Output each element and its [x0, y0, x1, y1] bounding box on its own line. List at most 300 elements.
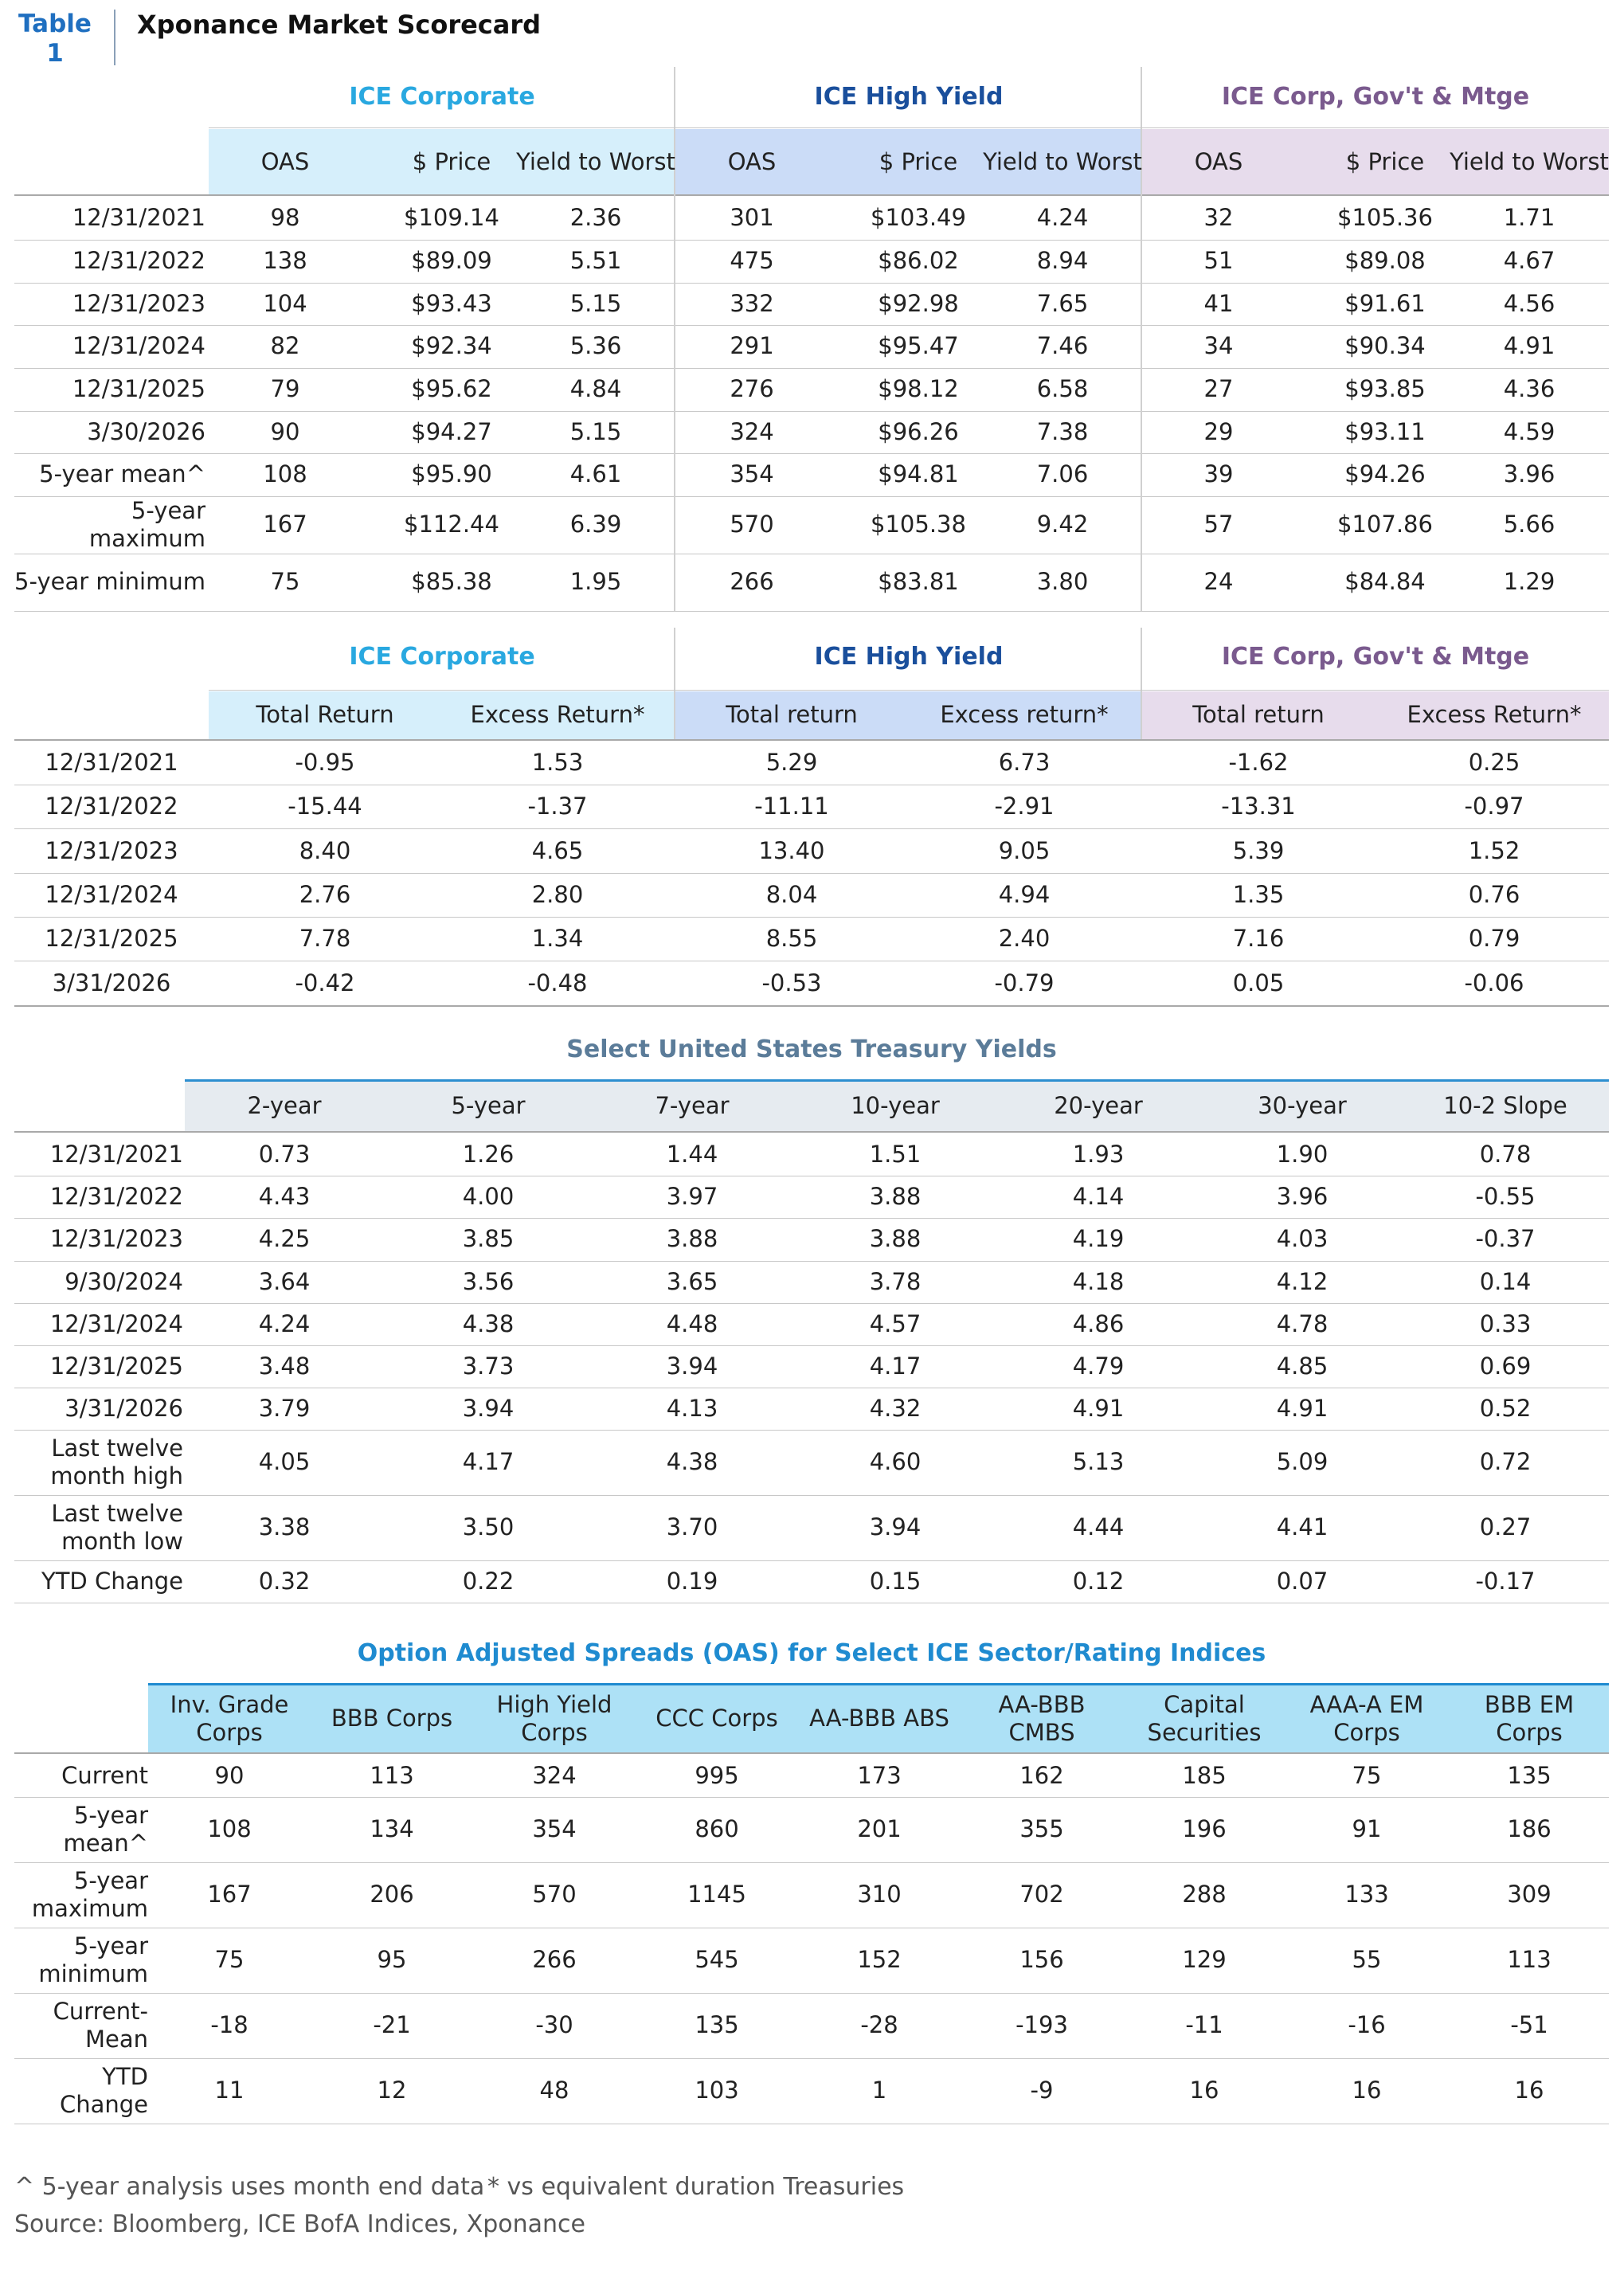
- table-cell: -9: [1030, 2077, 1054, 2104]
- table-cell: 16: [1352, 2077, 1382, 2104]
- table-cell: 6.58: [1036, 375, 1089, 403]
- row-label: 12/31/2024: [49, 1309, 183, 1337]
- table-cell: 570: [532, 1881, 577, 1908]
- row-label: 5-year maximum: [31, 1866, 148, 1922]
- table-cell: $94.27: [411, 417, 492, 445]
- table-cell: 0.27: [1479, 1513, 1532, 1541]
- table-cell: 4.24: [1036, 204, 1089, 232]
- table-cell: 355: [1019, 1815, 1064, 1843]
- row-label: Last twelve month high: [50, 1434, 183, 1490]
- table-cell: 4.36: [1503, 375, 1556, 403]
- table-cell: 4.48: [666, 1309, 718, 1337]
- table-cell: 3.94: [666, 1352, 718, 1380]
- table-cell: 51: [1203, 247, 1234, 275]
- table-cell: 266: [532, 1946, 577, 1974]
- group-divider: [1141, 194, 1142, 611]
- table-cell: 75: [1352, 1761, 1382, 1789]
- table-cell: 57: [1203, 511, 1234, 538]
- column-header: Total return: [1192, 701, 1325, 729]
- table-cell: 8.94: [1036, 247, 1089, 275]
- table-cell: 206: [370, 1881, 414, 1908]
- table-cell: 7.65: [1036, 289, 1089, 317]
- table-cell: 324: [730, 417, 774, 445]
- table-cell: -1.62: [1228, 748, 1289, 776]
- table-cell: $105.38: [871, 511, 966, 538]
- table-cell: -51: [1510, 2011, 1548, 2039]
- table-cell: -16: [1348, 2011, 1386, 2039]
- table-cell: 4.25: [258, 1225, 311, 1253]
- table-cell: 5.15: [569, 289, 622, 317]
- table-cell: 4.57: [869, 1309, 922, 1337]
- table-cell: 545: [695, 1946, 739, 1974]
- group-header: ICE Corp, Gov't & Mtge: [1221, 83, 1530, 111]
- table-cell: 354: [730, 460, 774, 488]
- table-cell: 3.79: [258, 1394, 311, 1422]
- column-header: Yield to Worst: [516, 148, 675, 176]
- table-cell: 4.13: [666, 1394, 718, 1422]
- oas-title: Option Adjusted Spreads (OAS) for Select ICE Sector/Rating Indices: [357, 1639, 1266, 1667]
- table-cell: 1.52: [1468, 836, 1520, 864]
- table-cell: -13.31: [1221, 792, 1296, 820]
- row-label: 12/31/2025: [45, 924, 178, 952]
- table-cell: -0.79: [994, 969, 1055, 996]
- table-cell: $93.11: [1344, 417, 1426, 445]
- table-cell: 16: [1189, 2077, 1219, 2104]
- table-cell: $94.81: [878, 460, 959, 488]
- table-cell: 3.88: [869, 1182, 922, 1210]
- table-cell: 3.56: [462, 1267, 515, 1295]
- table-cell: 4.32: [869, 1394, 922, 1422]
- table-cell: $103.49: [871, 204, 966, 232]
- table-cell: 4.41: [1276, 1513, 1329, 1541]
- table-cell: -0.42: [295, 969, 355, 996]
- table-cell: 266: [730, 568, 774, 596]
- table-cell: $91.61: [1344, 289, 1426, 317]
- table-cell: 4.91: [1072, 1394, 1125, 1422]
- column-header: Excess Return*: [470, 701, 645, 729]
- table-cell: 1: [871, 2077, 887, 2104]
- table-cell: 276: [730, 375, 774, 403]
- table-cell: $95.47: [878, 332, 959, 360]
- treasury-title: Select United States Treasury Yields: [566, 1035, 1057, 1063]
- table-cell: 39: [1203, 460, 1234, 488]
- group-header: ICE Corp, Gov't & Mtge: [1221, 643, 1530, 671]
- table-cell: 5.15: [569, 417, 622, 445]
- table-cell: 3.50: [462, 1513, 515, 1541]
- table-cell: 167: [207, 1881, 252, 1908]
- row-label: 12/31/2021: [72, 204, 205, 232]
- table-cell: 4.38: [462, 1309, 515, 1337]
- table-cell: 3.88: [869, 1225, 922, 1253]
- table-cell: 135: [1507, 1761, 1552, 1789]
- row-label: 12/31/2022: [45, 792, 178, 820]
- table-cell: 95: [377, 1946, 407, 1974]
- table-cell: 5.29: [765, 748, 818, 776]
- table-cell: 291: [730, 332, 774, 360]
- table-cell: 3.48: [258, 1352, 311, 1380]
- table-rule: [14, 1752, 1609, 1754]
- table-cell: 5.13: [1072, 1448, 1125, 1476]
- row-label: 12/31/2024: [45, 880, 178, 908]
- table-number-label: Table 1: [18, 10, 92, 68]
- table-cell: 1.34: [531, 924, 584, 952]
- table-cell: 27: [1203, 375, 1234, 403]
- table-cell: 4.17: [462, 1448, 515, 1476]
- table-cell: -0.17: [1475, 1567, 1536, 1595]
- table-cell: 129: [1182, 1946, 1227, 1974]
- table-cell: 4.61: [569, 460, 622, 488]
- table-cell: 4.94: [998, 880, 1051, 908]
- table-cell: 4.56: [1503, 289, 1556, 317]
- table-cell: 6.39: [569, 511, 622, 538]
- table-cell: -11: [1185, 2011, 1223, 2039]
- table-cell: 7.38: [1036, 417, 1089, 445]
- row-label: 12/31/2025: [72, 375, 205, 403]
- table-cell: 7.16: [1232, 924, 1285, 952]
- column-header: OAS: [1194, 148, 1243, 176]
- column-header: AA-BBB CMBS: [998, 1690, 1086, 1746]
- source-note: Source: Bloomberg, ICE BofA Indices, Xponance: [14, 2210, 585, 2238]
- table-cell: 196: [1182, 1815, 1227, 1843]
- table-cell: 0.33: [1479, 1309, 1532, 1337]
- table-cell: 75: [214, 1946, 245, 1974]
- table-cell: 3.85: [462, 1225, 515, 1253]
- row-label: 12/31/2024: [72, 332, 205, 360]
- table-cell: -2.91: [994, 792, 1055, 820]
- table-cell: -0.53: [761, 969, 822, 996]
- table-cell: 11: [214, 2077, 245, 2104]
- table-cell: 301: [730, 204, 774, 232]
- row-label: 3/30/2026: [87, 417, 205, 445]
- table-cell: 156: [1019, 1946, 1064, 1974]
- column-header: AA-BBB ABS: [809, 1705, 949, 1732]
- table-cell: 0.12: [1072, 1567, 1125, 1595]
- table-rule: [14, 194, 1609, 196]
- page-title: Xponance Market Scorecard: [137, 10, 542, 40]
- table-cell: 108: [207, 1815, 252, 1843]
- table-cell: -1.37: [527, 792, 588, 820]
- table-cell: 162: [1019, 1761, 1064, 1789]
- header-rule: [209, 127, 1609, 128]
- table-cell: 1.26: [462, 1140, 515, 1168]
- table-cell: 7.46: [1036, 332, 1089, 360]
- table-cell: 173: [857, 1761, 902, 1789]
- table-cell: $107.86: [1337, 511, 1433, 538]
- group-divider: [674, 628, 675, 739]
- table-cell: $89.08: [1344, 247, 1426, 275]
- group-divider: [674, 194, 675, 611]
- table-cell: 4.14: [1072, 1182, 1125, 1210]
- table-cell: 0.78: [1479, 1140, 1532, 1168]
- table-cell: 1.95: [569, 568, 622, 596]
- table-cell: 0.69: [1479, 1352, 1532, 1380]
- table-cell: -0.95: [295, 748, 355, 776]
- table-cell: 48: [539, 2077, 569, 2104]
- table-cell: 5.66: [1503, 511, 1556, 538]
- table-cell: 0.32: [258, 1567, 311, 1595]
- table-cell: 0.25: [1468, 748, 1520, 776]
- table-cell: 113: [1507, 1946, 1552, 1974]
- table-cell: 0.15: [869, 1567, 922, 1595]
- row-label: Current-Mean: [53, 1997, 148, 2053]
- table-cell: -0.48: [527, 969, 588, 996]
- table-cell: 9.42: [1036, 511, 1089, 538]
- row-label: 12/31/2022: [49, 1182, 183, 1210]
- footnote-month-end: ^ 5-year analysis uses month end data: [14, 2173, 485, 2201]
- table-cell: 4.60: [869, 1448, 922, 1476]
- table-cell: 138: [263, 247, 307, 275]
- table-cell: 0.52: [1479, 1394, 1532, 1422]
- table-cell: 702: [1019, 1881, 1064, 1908]
- table-cell: 0.79: [1468, 924, 1520, 952]
- table-cell: 3.38: [258, 1513, 311, 1541]
- row-label: 12/31/2023: [72, 289, 205, 317]
- column-header: $ Price: [412, 148, 491, 176]
- table-cell: 1.44: [666, 1140, 718, 1168]
- table-cell: 75: [270, 568, 300, 596]
- table-cell: $93.85: [1344, 375, 1426, 403]
- table-cell: 90: [214, 1761, 245, 1789]
- table-cell: 98: [270, 204, 300, 232]
- table-cell: $105.36: [1337, 204, 1433, 232]
- column-header: Inv. Grade Corps: [170, 1690, 289, 1746]
- table-cell: $92.98: [878, 289, 959, 317]
- table-cell: 0.07: [1276, 1567, 1329, 1595]
- column-header: 5-year: [451, 1092, 526, 1120]
- table-cell: 3.78: [869, 1267, 922, 1295]
- table-cell: $92.34: [411, 332, 492, 360]
- table-cell: 3.64: [258, 1267, 311, 1295]
- table-cell: -21: [373, 2011, 411, 2039]
- table-cell: $86.02: [878, 247, 959, 275]
- table-cell: 4.03: [1276, 1225, 1329, 1253]
- column-header: OAS: [727, 148, 777, 176]
- row-label: YTD Change: [59, 2062, 148, 2118]
- table-cell: 3.65: [666, 1267, 718, 1295]
- column-header: High Yield Corps: [496, 1690, 612, 1746]
- table-cell: 4.78: [1276, 1309, 1329, 1337]
- table-cell: 185: [1182, 1761, 1227, 1789]
- table-cell: $95.62: [411, 375, 492, 403]
- table-cell: 3.94: [462, 1394, 515, 1422]
- table-cell: 7.78: [299, 924, 351, 952]
- table-cell: 4.12: [1276, 1267, 1329, 1295]
- column-header: 10-year: [851, 1092, 940, 1120]
- table-cell: 570: [730, 511, 774, 538]
- table-cell: -0.97: [1464, 792, 1524, 820]
- table-cell: 108: [263, 460, 307, 488]
- row-label: 5-year maximum: [88, 496, 205, 552]
- table-cell: $95.90: [411, 460, 492, 488]
- group-divider: [1141, 628, 1142, 739]
- row-label: Last twelve month low: [51, 1499, 183, 1555]
- table-cell: -15.44: [288, 792, 362, 820]
- table-cell: 3.80: [1036, 568, 1089, 596]
- table-cell: 0.73: [258, 1140, 311, 1168]
- table-cell: 0.72: [1479, 1448, 1532, 1476]
- table-cell: 4.05: [258, 1448, 311, 1476]
- table-cell: -0.55: [1475, 1182, 1536, 1210]
- table-cell: 4.67: [1503, 247, 1556, 275]
- column-header: Yield to Worst: [1450, 148, 1609, 176]
- table-cell: 1145: [687, 1881, 746, 1908]
- table-cell: 0.19: [666, 1567, 718, 1595]
- column-header: BBB EM Corps: [1484, 1690, 1575, 1746]
- table-cell: 82: [270, 332, 300, 360]
- table-cell: 79: [270, 375, 300, 403]
- table-cell: 6.73: [998, 748, 1051, 776]
- table-cell: 2.36: [569, 204, 622, 232]
- table-cell: 133: [1344, 1881, 1389, 1908]
- group-header: ICE Corporate: [349, 83, 535, 111]
- footnote-duration: * vs equivalent duration Treasuries: [487, 2173, 905, 2201]
- table-cell: 5.39: [1232, 836, 1285, 864]
- row-label: 5-year minimum: [14, 568, 205, 596]
- table-cell: 4.85: [1276, 1352, 1329, 1380]
- row-label: 12/31/2025: [49, 1352, 183, 1380]
- table-cell: 2.80: [531, 880, 584, 908]
- table-cell: 55: [1352, 1946, 1382, 1974]
- table-cell: 91: [1352, 1815, 1382, 1843]
- table-cell: 3.97: [666, 1182, 718, 1210]
- table-cell: 3.88: [666, 1225, 718, 1253]
- column-header: Total return: [726, 701, 858, 729]
- table-cell: 7.06: [1036, 460, 1089, 488]
- table-cell: 1.93: [1072, 1140, 1125, 1168]
- table-cell: 4.19: [1072, 1225, 1125, 1253]
- table-cell: 332: [730, 289, 774, 317]
- table-cell: 104: [263, 289, 307, 317]
- table-cell: $98.12: [878, 375, 959, 403]
- table-cell: 0.22: [462, 1567, 515, 1595]
- table-cell: 0.76: [1468, 880, 1520, 908]
- row-label: 12/31/2021: [49, 1140, 183, 1168]
- table-cell: 1.53: [531, 748, 584, 776]
- table-cell: 3.94: [869, 1513, 922, 1541]
- table-cell: 1.35: [1232, 880, 1285, 908]
- table-cell: -193: [1015, 2011, 1068, 2039]
- table-cell: 1.51: [869, 1140, 922, 1168]
- column-header: CCC Corps: [655, 1705, 778, 1732]
- table-cell: 5.09: [1276, 1448, 1329, 1476]
- table-cell: 90: [270, 417, 300, 445]
- row-label: 5-year minimum: [38, 1932, 148, 1987]
- column-header: BBB Corps: [331, 1705, 453, 1732]
- table-cell: -18: [210, 2011, 248, 2039]
- table-cell: 4.24: [258, 1309, 311, 1337]
- table-cell: 310: [857, 1881, 902, 1908]
- table-cell: $85.38: [411, 568, 492, 596]
- group-header: ICE High Yield: [814, 83, 1004, 111]
- table-cell: 41: [1203, 289, 1234, 317]
- table-cell: 8.55: [765, 924, 818, 952]
- table-cell: 34: [1203, 332, 1234, 360]
- table-cell: 8.40: [299, 836, 351, 864]
- table-cell: 995: [695, 1761, 739, 1789]
- table-cell: 103: [695, 2077, 739, 2104]
- table-cell: 186: [1507, 1815, 1552, 1843]
- header-divider: [114, 10, 115, 65]
- table-cell: -11.11: [754, 792, 829, 820]
- row-label: 9/30/2024: [65, 1267, 183, 1295]
- table-cell: 135: [695, 2011, 739, 2039]
- table-cell: 5.36: [569, 332, 622, 360]
- table-cell: 4.00: [462, 1182, 515, 1210]
- table-cell: 201: [857, 1815, 902, 1843]
- column-header: Excess Return*: [1407, 701, 1582, 729]
- table-cell: 13.40: [758, 836, 825, 864]
- table-cell: 3.70: [666, 1513, 718, 1541]
- table-cell: 4.18: [1072, 1267, 1125, 1295]
- table-cell: 8.04: [765, 880, 818, 908]
- table-cell: -0.06: [1464, 969, 1524, 996]
- column-header: OAS: [260, 148, 310, 176]
- column-header: Total Return: [256, 701, 394, 729]
- row-label: 12/31/2022: [72, 247, 205, 275]
- table-cell: 309: [1507, 1881, 1552, 1908]
- table-cell: 3.73: [462, 1352, 515, 1380]
- table-cell: 113: [370, 1761, 414, 1789]
- table-cell: 9.05: [998, 836, 1051, 864]
- group-header: ICE Corporate: [349, 643, 535, 671]
- table-cell: 24: [1203, 568, 1234, 596]
- table-cell: 2.76: [299, 880, 351, 908]
- row-label: 5-year mean^: [39, 460, 205, 488]
- row-rule: [14, 611, 1609, 612]
- table-cell: 324: [532, 1761, 577, 1789]
- table-rule: [14, 1131, 1609, 1133]
- table-cell: -30: [535, 2011, 573, 2039]
- table-cell: 1.29: [1503, 568, 1556, 596]
- row-label: 3/31/2026: [52, 969, 171, 996]
- table-cell: $112.44: [404, 511, 499, 538]
- table-cell: $90.34: [1344, 332, 1426, 360]
- table-cell: 134: [370, 1815, 414, 1843]
- table-cell: 4.65: [531, 836, 584, 864]
- table-cell: 4.17: [869, 1352, 922, 1380]
- table-cell: $89.09: [411, 247, 492, 275]
- header-rule: [209, 690, 1609, 691]
- table-cell: 152: [857, 1946, 902, 1974]
- table-cell: 16: [1514, 2077, 1544, 2104]
- row-label: 5-year mean^: [63, 1801, 148, 1857]
- table-cell: -28: [860, 2011, 898, 2039]
- table-cell: $94.26: [1344, 460, 1426, 488]
- group-header: ICE High Yield: [814, 643, 1004, 671]
- column-header: $ Price: [879, 148, 958, 176]
- table-cell: 3.96: [1276, 1182, 1329, 1210]
- column-header: Capital Securities: [1147, 1690, 1262, 1746]
- row-label: YTD Change: [41, 1567, 183, 1595]
- column-header: Excess return*: [940, 701, 1109, 729]
- table-cell: 4.84: [569, 375, 622, 403]
- table-cell: 4.38: [666, 1448, 718, 1476]
- table-cell: 860: [695, 1815, 739, 1843]
- table-bottom-rule: [14, 1005, 1609, 1007]
- table-cell: 2.40: [998, 924, 1051, 952]
- row-label: 3/31/2026: [65, 1394, 183, 1422]
- table-cell: 3.96: [1503, 460, 1556, 488]
- column-header: Yield to Worst: [983, 148, 1142, 176]
- table-cell: -0.37: [1475, 1225, 1536, 1253]
- table-cell: 1.71: [1503, 204, 1556, 232]
- table-cell: 4.44: [1072, 1513, 1125, 1541]
- table-cell: 167: [263, 511, 307, 538]
- table-cell: $109.14: [404, 204, 499, 232]
- row-label: 12/31/2021: [45, 748, 178, 776]
- table-cell: 29: [1203, 417, 1234, 445]
- table-cell: 0.14: [1479, 1267, 1532, 1295]
